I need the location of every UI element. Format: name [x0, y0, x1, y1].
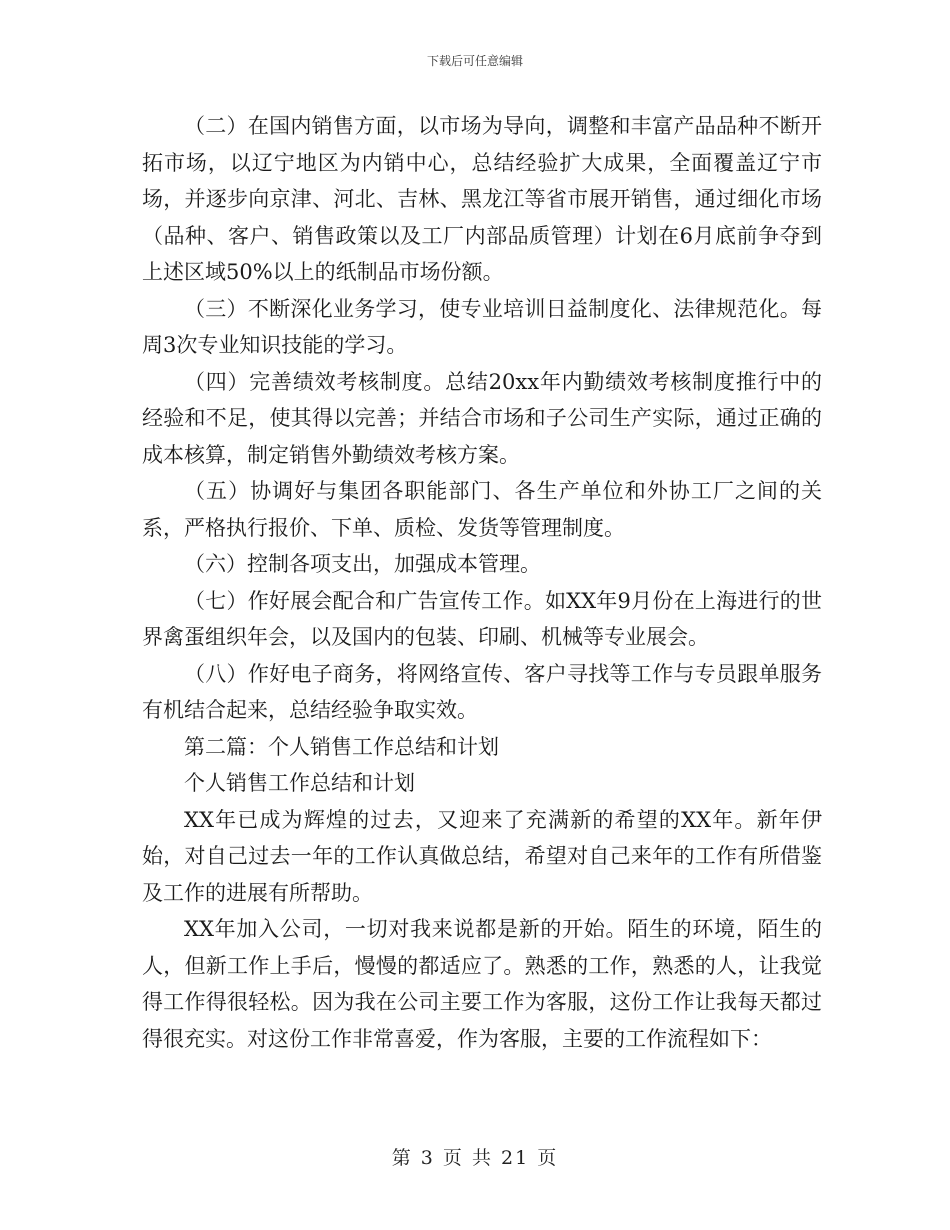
- paragraph-domestic-sales: （二）在国内销售方面，以市场为导向，调整和丰富产品品种不断开拓市场，以辽宁地区为内销中心，总结经验扩大成果，全面覆盖辽宁市场，并逐步向京津、河北、吉林、黑龙江等省市展开销售，通过细化市场（品种、客户、销售政策以及工厂内部品质管理）计划在6月底前争夺到上述区域50%以上的纸制品市场份额。: [142, 114, 822, 284]
- section-heading: 第二篇：个人销售工作总结和计划: [184, 734, 499, 759]
- page-number: 第 3 页 共 21 页: [391, 1147, 559, 1169]
- page-header-note: 下载后可任意编辑: [426, 54, 523, 68]
- paragraph-training: （三）不断深化业务学习，使专业培训日益制度化、法律规范化。每周3次专业知识技能的学习。: [142, 296, 822, 357]
- paragraph-coordination: （五）协调好与集团各职能部门、各生产单位和外协工厂之间的关系，严格执行报价、下单、质检、发货等管理制度。: [142, 479, 822, 540]
- paragraph-joining: XX年加入公司，一切对我来说都是新的开始。陌生的环境，陌生的人，但新工作上手后，慢慢的都适应了。熟悉的工作，熟悉的人，让我觉得工作得很轻松。因为我在公司主要工作为客服，这份工作让我每天都过得很充实。对这份工作非常喜爱，作为客服，主要的工作流程如下：: [142, 917, 822, 1051]
- article-title: 个人销售工作总结和计划: [184, 771, 415, 795]
- paragraph-ecommerce: （八）作好电子商务，将网络宣传、客户寻找等工作与专员跟单服务有机结合起来，总结经验争取实效。: [142, 661, 822, 722]
- paragraph-exhibition: （七）作好展会配合和广告宣传工作。如XX年9月份在上海进行的世界禽蛋组织年会，以及国内的包装、印刷、机械等专业展会。: [142, 588, 822, 649]
- paragraph-intro: XX年已成为辉煌的过去，又迎来了充满新的希望的XX年。新年伊始，对自己过去一年的工作认真做总结，希望对自己来年的工作有所借鉴及工作的进展有所帮助。: [142, 807, 822, 905]
- paragraph-cost-control: （六）控制各项支出，加强成本管理。: [184, 552, 541, 576]
- paragraph-performance: （四）完善绩效考核制度。总结20xx年内勤绩效考核制度推行中的经验和不足，使其得以完善；并结合市场和子公司生产实际，通过正确的成本核算，制定销售外勤绩效考核方案。: [142, 369, 822, 467]
- document-body: [142, 108, 822, 1057]
